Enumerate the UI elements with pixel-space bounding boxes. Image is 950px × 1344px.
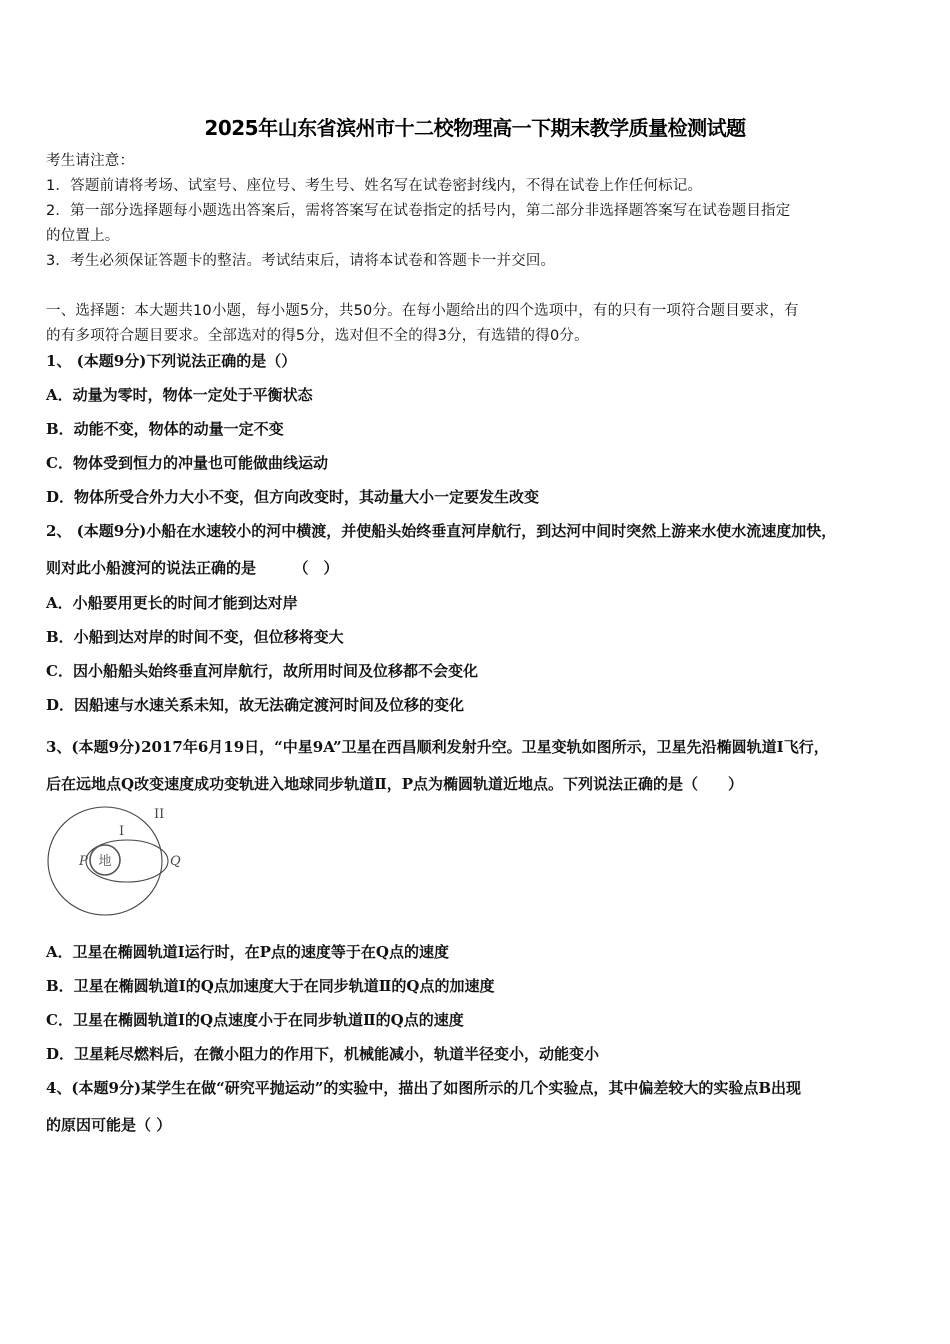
orbit-1-label: I: [119, 824, 125, 839]
question-4-stem-line-2: 的原因可能是（ ）: [46, 1116, 172, 1134]
orbit-2-label: II: [154, 807, 165, 822]
question-2-stem-line-1: 2、 (本题9分)小船在水速较小的河中横渡，并使船头始终垂直河岸航行，到达河中间时突然上游来水使水流速度加快，: [46, 522, 837, 540]
question-4-stem-line-1: 4、(本题9分)某学生在做“研究平抛运动”的实验中，描出了如图所示的几个实验点，其中偏差较大的实验点B出现: [46, 1079, 802, 1097]
earth-label: 地: [98, 854, 112, 869]
question-3-stem-line-2: 后在远地点Q改变速度成功变轨进入地球同步轨道Ⅱ，P点为椭圆轨道近地点。下列说法正确的是（ ）: [46, 775, 743, 793]
question-2-option-c: C．因小船船头始终垂直河岸航行，故所用时间及位移都不会变化: [46, 662, 478, 680]
question-2-stem-line-2: 则对此小船渡河的说法正确的是 （ ）: [46, 559, 339, 577]
question-3-option-d: D．卫星耗尽燃料后，在微小阻力的作用下，机械能减小，轨道半径变小，动能变小: [46, 1045, 600, 1063]
notice-heading: 考生请注意：: [46, 153, 135, 169]
section-instructions-line-1: 一、选择题：本大题共10小题，每小题5分，共50分。在每小题给出的四个选项中，有的只有一项符合题目要求，有: [46, 303, 799, 319]
question-1-option-c: C．物体受到恒力的冲量也可能做曲线运动: [46, 454, 328, 472]
question-1-option-d: D．物体所受合外力大小不变，但方向改变时，其动量大小一定要发生改变: [46, 488, 540, 506]
page-title: 2025年山东省滨州市十二校物理高一下期末教学质量检测试题: [204, 116, 746, 140]
notice-item-3: 3．考生必须保证答题卡的整洁。考试结束后，请将本试卷和答题卡一并交回。: [46, 253, 556, 269]
orbit-diagram: [44, 802, 184, 920]
question-1-option-b: B．动能不变，物体的动量一定不变: [46, 420, 284, 438]
question-3-stem-line-1: 3、(本题9分)2017年6月19日，“中星9A”卫星在西昌顺利发射升空。卫星变轨如图所示，卫星先沿椭圆轨道Ⅰ飞行，: [46, 738, 829, 756]
question-1-stem: 1、 (本题9分)下列说法正确的是（）: [46, 352, 297, 370]
question-2-option-d: D．因船速与水速关系未知，故无法确定渡河时间及位移的变化: [46, 696, 465, 714]
notice-item-2: 2．第一部分选择题每小题选出答案后，需将答案写在试卷指定的括号内，第二部分非选择题答案写在试卷题目指定: [46, 203, 791, 219]
notice-item-1: 1．答题前请将考场、试室号、座位号、考生号、姓名写在试卷密封线内，不得在试卷上作任何标记。: [46, 178, 703, 194]
question-2-option-b: B．小船到达对岸的时间不变，但位移将变大: [46, 628, 344, 646]
apogee-label-q: Q: [170, 854, 181, 869]
section-instructions-line-2: 的有多项符合题目要求。全部选对的得5分，选对但不全的得3分，有选错的得0分。: [46, 328, 589, 344]
question-2-option-a: A．小船要用更长的时间才能到达对岸: [46, 594, 298, 612]
question-3-option-a: A．卫星在椭圆轨道Ⅰ运行时，在P点的速度等于在Q点的速度: [46, 943, 450, 961]
notice-item-2-cont: 的位置上。: [46, 228, 120, 244]
perigee-label-p: P: [79, 854, 88, 869]
question-3-option-c: C．卫星在椭圆轨道Ⅰ的Q点速度小于在同步轨道Ⅱ的Q点的速度: [46, 1011, 464, 1029]
question-1-option-a: A．动量为零时，物体一定处于平衡状态: [46, 386, 313, 404]
question-3-option-b: B．卫星在椭圆轨道Ⅰ的Q点加速度大于在同步轨道Ⅱ的Q点的加速度: [46, 977, 495, 995]
